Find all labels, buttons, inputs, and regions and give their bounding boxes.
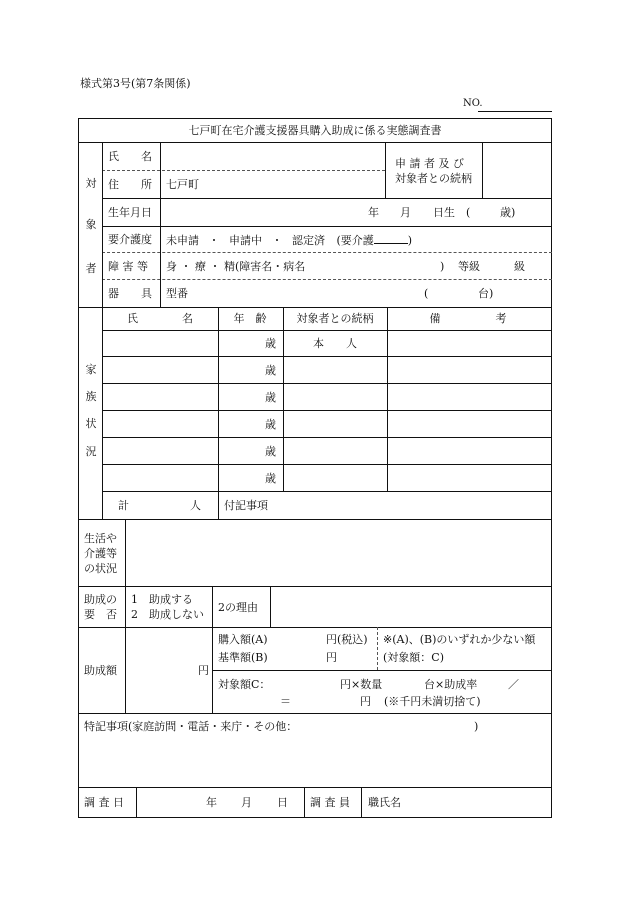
formula-rate: 台×助成率 — [424, 678, 478, 691]
reason-label: 2の理由 — [218, 601, 258, 614]
family-age-unit: 歳 — [265, 445, 276, 458]
formula-slash: ／ — [508, 678, 519, 691]
family-section-char: 況 — [85, 445, 97, 458]
care-level-paren-close: ) — [407, 234, 413, 247]
surveyor-title-name-label: 職氏名 — [368, 796, 401, 809]
survey-month-unit: 月 — [241, 796, 252, 809]
survey-day-unit: 日 — [277, 796, 288, 809]
grant-amount-yen: 円 — [198, 664, 209, 677]
document-no-label: NO. — [463, 98, 483, 109]
rounding-note: (※千円未満切捨て) — [384, 695, 481, 708]
device-model-label: 型番 — [166, 287, 188, 300]
care-level-blank[interactable] — [374, 234, 408, 244]
care-level-label: 要介護度 — [108, 233, 152, 246]
disability-options: 身 ・ 療 ・ 精(障害名・病名 — [166, 260, 306, 273]
grant-amount-label: 助成額 — [84, 664, 117, 677]
birth-date-label: 生年月日 — [108, 206, 152, 219]
form-number-label: 様式第3号(第7条関係) — [80, 77, 191, 90]
target-amount-label: 対象額C： — [218, 678, 271, 691]
grant-option-yes[interactable]: 1 助成する — [131, 593, 193, 606]
care-option-unapplied: 未申請 — [166, 234, 199, 247]
subject-section-char: 象 — [85, 218, 97, 231]
disability-label: 障 害 等 — [108, 260, 148, 273]
birth-year-unit: 年 — [368, 206, 379, 219]
survey-date-label: 調 査 日 — [84, 796, 124, 809]
family-section-char: 家 — [85, 363, 97, 376]
device-label: 器 具 — [108, 287, 152, 300]
family-age-unit: 歳 — [265, 472, 276, 485]
device-count-close: 台) — [478, 287, 494, 300]
subject-section-char: 対 — [85, 177, 97, 190]
family-section-char: 状 — [85, 417, 97, 430]
care-level-paren-open: (要介護 — [336, 234, 374, 247]
family-age-unit: 歳 — [265, 364, 276, 377]
formula-equals: ＝ — [280, 695, 291, 708]
birth-day-unit: 日生 — [433, 206, 455, 219]
grade-label: 等級 — [458, 260, 480, 273]
address-label: 住 所 — [108, 178, 152, 191]
subject-section-char: 者 — [85, 262, 97, 275]
family-col-relation: 対象者との続柄 — [296, 312, 374, 325]
surveyor-label: 調 査 員 — [310, 796, 350, 809]
family-section-char: 族 — [85, 390, 97, 403]
family-age-unit: 歳 — [265, 337, 276, 350]
care-level-options — [166, 234, 412, 246]
purchase-amount-unit: 円(税込) — [326, 633, 368, 646]
family-col-remarks: 備 考 — [429, 312, 507, 325]
special-notes-close: ) — [474, 720, 479, 733]
document-no-field[interactable] — [478, 111, 552, 112]
formula-quantity: 円×数量 — [340, 678, 383, 691]
family-total-unit: 人 — [190, 499, 201, 512]
birth-age-close: 歳) — [500, 206, 516, 219]
grade-unit: 級 — [514, 260, 525, 273]
family-relation-self: 本 人 — [313, 337, 357, 350]
form-title: 七戸町在宅介護支援器具購入助成に係る実態調査書 — [188, 124, 442, 137]
base-amount-label: 基準額(B) — [218, 651, 268, 664]
grant-decision-label-line: 要 否 — [84, 608, 117, 621]
disability-close: ) — [440, 260, 445, 273]
care-separator: ・ — [271, 234, 283, 247]
special-notes-label: 特記事項(家庭訪問・電話・来庁・その他： — [84, 720, 298, 733]
relation-label-line2: 対象者との続柄 — [395, 172, 472, 185]
care-option-certified: 認定済 — [292, 234, 325, 247]
care-separator: ・ — [208, 234, 220, 247]
life-label-line: 生活や — [84, 532, 117, 545]
relation-label-line1: 申 請 者 及 び — [395, 157, 464, 170]
purchase-amount-label: 購入額(A) — [218, 633, 268, 646]
birth-month-unit: 月 — [400, 206, 411, 219]
name-label: 氏 名 — [108, 150, 152, 163]
care-option-applying: 申請中 — [229, 234, 262, 247]
family-notes-label: 付記事項 — [224, 499, 268, 512]
life-label-line: の状況 — [84, 562, 117, 575]
lesser-amount-note: ※(A)、(B)のいずれか少ない額 — [383, 633, 536, 646]
family-total-label: 計 — [118, 499, 129, 512]
life-label-line: 介護等 — [84, 547, 117, 560]
formula-result-unit: 円 — [360, 695, 371, 708]
family-col-name: 氏 名 — [127, 312, 193, 325]
base-amount-unit: 円 — [326, 651, 337, 664]
family-col-age: 年 齢 — [233, 312, 267, 325]
grant-decision-label-line: 助成の — [84, 593, 117, 606]
survey-year-unit: 年 — [206, 796, 217, 809]
target-amount-note: (対象額：C) — [383, 651, 444, 664]
grant-option-no[interactable]: 2 助成しない — [131, 608, 204, 621]
family-age-unit: 歳 — [265, 391, 276, 404]
device-count-open: ( — [424, 287, 429, 300]
address-value: 七戸町 — [166, 178, 199, 191]
birth-age-open: ( — [466, 206, 471, 219]
family-age-unit: 歳 — [265, 418, 276, 431]
